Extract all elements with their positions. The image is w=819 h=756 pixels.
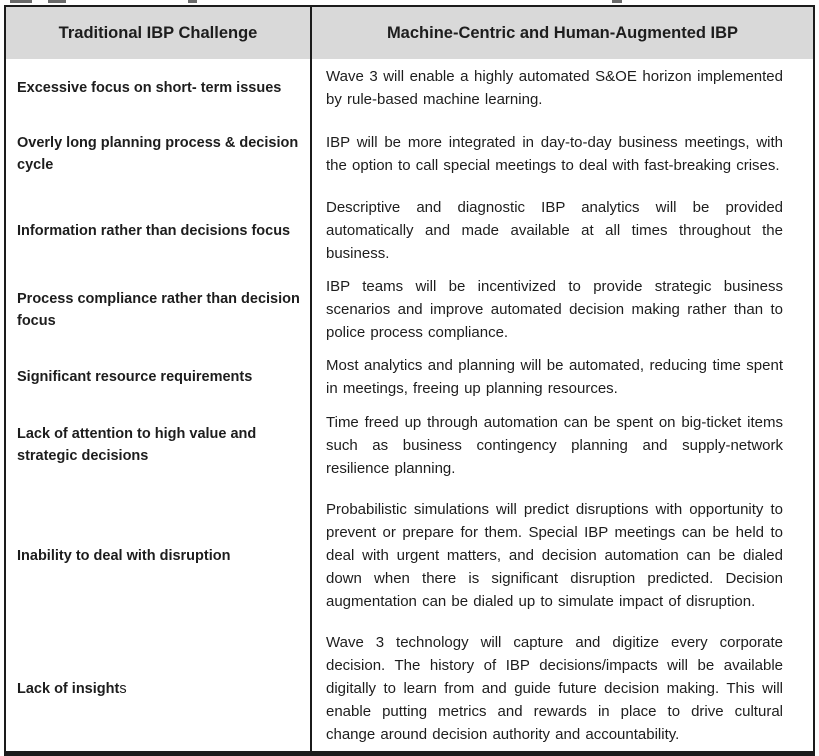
- challenge-text: [17, 288, 304, 332]
- solution-text: Probabilistic simulations will predict disruptions with opportunity to prevent or prepare for them. Special IBP meetings can be held to deal with urgent matters, and decision automation can be dialed down when there is significant disruption predicted. Decision augmentation can be dialed up to simulate impact of disruption.: [326, 501, 783, 610]
- challenge-main-text: Overly long planning process & decision cycle: [17, 134, 299, 173]
- solution-cell: [312, 405, 813, 485]
- challenge-cell: [6, 191, 312, 270]
- challenge-text: [17, 678, 127, 700]
- challenge-main-text: Lack of attention to high value and strategic decisions: [17, 426, 257, 464]
- header-cell-traditional-challenge: Traditional IBP Challenge: [6, 7, 312, 59]
- challenge-text: [17, 132, 304, 176]
- challenge-cell: [6, 59, 312, 116]
- challenge-cell: [6, 485, 312, 626]
- challenge-text: [17, 366, 252, 388]
- challenge-main-text: Information rather than decisions focus: [17, 222, 291, 239]
- solution-text: Time freed up through automation can be spent on big-ticket items such as business contingency planning and supply-network resilience planning.: [326, 413, 783, 477]
- challenge-cell: [6, 405, 312, 485]
- scan-artifact: [612, 0, 622, 3]
- solution-cell: [312, 59, 813, 116]
- solution-text: IBP will be more integrated in day-to-day business meetings, with the option to call special meetings to deal with fast-breaking crises.: [326, 133, 783, 174]
- challenge-suffix-text: s: [119, 680, 127, 697]
- challenge-main-text: Significant resource requirements: [17, 369, 253, 385]
- challenge-text: [17, 423, 304, 467]
- challenge-text: [17, 77, 281, 99]
- challenge-cell: [6, 116, 312, 191]
- challenge-cell: [6, 626, 312, 751]
- challenge-cell: [6, 349, 312, 405]
- solution-cell: [312, 191, 813, 270]
- solution-cell: [312, 270, 813, 349]
- solution-cell: [312, 485, 813, 626]
- challenge-main-text: Inability to deal with disruption: [17, 547, 231, 564]
- solution-cell: [312, 626, 813, 751]
- challenge-main-text: Excessive focus on short- term issues: [17, 79, 282, 96]
- scan-artifact: [188, 0, 197, 3]
- challenge-main-text: Process compliance rather than decision focus: [17, 290, 300, 329]
- challenge-main-text: Lack of insight: [17, 680, 120, 697]
- solution-cell: [312, 116, 813, 191]
- solution-text: Wave 3 will enable a highly automated S&OE horizon implemented by rule-based machine learning.: [326, 67, 783, 108]
- scan-artifact: [48, 0, 66, 3]
- solution-text: Descriptive and diagnostic IBP analytics will be provided automatically and made available at all times throughout the business.: [326, 199, 783, 262]
- solution-text: IBP teams will be incentivized to provide strategic business scenarios and improve automated decision making rather than to police process compliance.: [326, 278, 783, 341]
- solution-text: Most analytics and planning will be automated, reducing time spent in meetings, freeing up planning resources.: [326, 357, 783, 397]
- challenge-text: [17, 545, 230, 567]
- challenge-text: [17, 220, 290, 242]
- solution-text: Wave 3 technology will capture and digitize every corporate decision. The history of IBP decisions/impacts will be available digitally to learn from and guide future decision making. This will enable putting metrics and rewards in place to drive cultural change around decision authority and accountability.: [326, 634, 783, 743]
- scan-artifact: [10, 0, 32, 3]
- solution-cell: [312, 349, 813, 405]
- challenge-cell: [6, 270, 312, 349]
- ibp-comparison-table: [4, 5, 815, 756]
- header-cell-machine-centric: Machine-Centric and Human-Augmented IBP: [312, 7, 813, 59]
